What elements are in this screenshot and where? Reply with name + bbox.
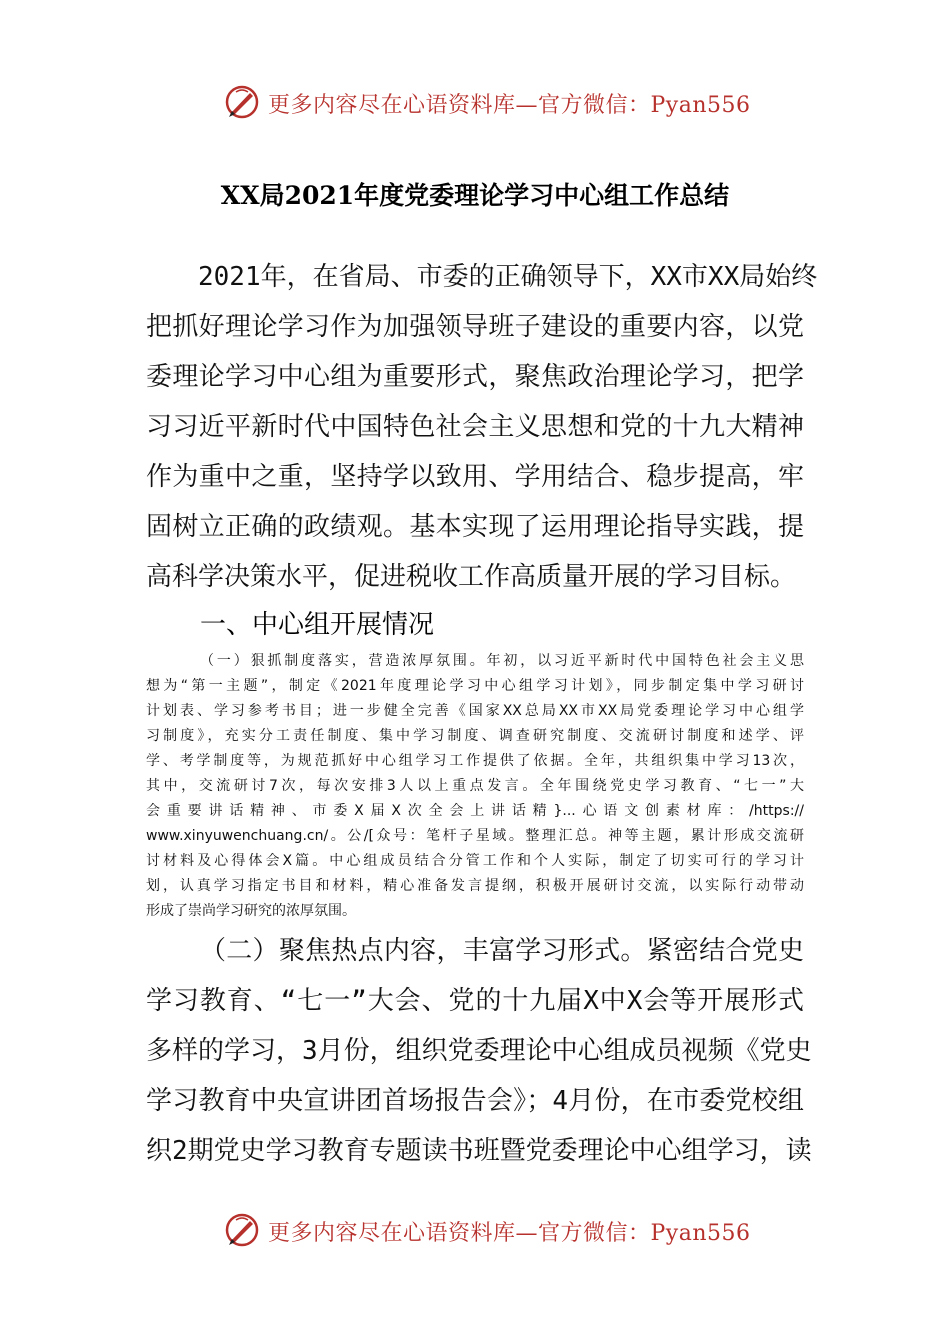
section1-line: 其中，交流研讨7次，每次安排3人以上重点发言。全年围绕党史学习教育、“七一”大 [146,778,804,794]
section1-line: 形成了崇尚学习研究的浓厚氛围。 [146,903,356,919]
intro-line: 高科学决策水平，促进税收工作高质量开展的学习目标。 [146,562,797,592]
intro-line: 委理论学习中心组为重要形式，聚焦政治理论学习，把学 [146,362,804,392]
header-banner [0,80,950,124]
intro-line: 作为重中之重，坚持学以致用、学用结合、稳步提高，牢 [146,462,804,492]
section2-line: 多样的学习，3月份，组织党委理论中心组成员视频《党史 [146,1036,812,1066]
intro-line: 习习近平新时代中国特色社会主义思想和党的十九大精神 [146,412,804,442]
page-title: XX局2021年度党委理论学习中心组工作总结 [220,181,730,210]
banner-text: 更多内容尽在心语资料库—官方微信：Pyan556 [268,93,751,118]
section1-line: 划，认真学习指定书目和材料，精心准备发言提纲，积极开展研讨交流，以实际行动带动 [146,878,804,894]
pen-logo-icon [224,84,260,120]
section1-line: 讨材料及心得体会X篇。中心组成员结合分管工作和个人实际，制定了切实可行的学习计 [146,853,804,869]
section-heading: 一、中心组开展情况 [200,610,435,640]
intro-line: 2021年，在省局、市委的正确领导下，XX市XX局始终 [198,262,818,292]
footer-banner [0,1208,950,1252]
section1-line: 计划表、学习参考书目；进一步健全完善《国家XX总局XX市XX局党委理论学习中心组学 [146,703,804,719]
section1-line: 想为“第一主题”，制定《2021年度理论学习中心组学习计划》，同步制定集中学习研讨 [146,678,804,694]
section2-line: 织2期党史学习教育专题读书班暨党委理论中心组学习，读 [146,1136,812,1166]
banner-text: 更多内容尽在心语资料库—官方微信：Pyan556 [268,1221,751,1246]
section1-line: 学、考学制度等，为规范抓好中心组学习工作提供了依据。全年，共组织集中学习13次， [146,753,804,769]
intro-line: 把抓好理论学习作为加强领导班子建设的重要内容，以党 [146,312,804,342]
section1-line: 会重要讲话精神、市委X届X次全会上讲话精}...心语文创素材库：/https:// [146,803,804,819]
section2-line: （二）聚焦热点内容，丰富学习形式。紧密结合党史 [200,936,804,966]
section1-line: （一）狠抓制度落实，营造浓厚氛围。年初，以习近平新时代中国特色社会主义思 [200,653,804,669]
section2-line: 学习教育、“七一”大会、党的十九届X中X会等开展形式 [146,986,804,1016]
intro-line: 固树立正确的政绩观。基本实现了运用理论指导实践，提 [146,512,804,542]
section1-line: www.xinyuwenchuang.cn/。公/[众号：笔杆子星域。整理汇总。神等主题，累计形成交流研 [146,828,804,844]
section1-line: 习制度》，充实分工责任制度、集中学习制度、调查研究制度、交流研讨制度和述学、评 [146,728,804,744]
section2-line: 学习教育中央宣讲团首场报告会》；4月份，在市委党校组 [146,1086,804,1116]
pen-logo-icon [224,1212,260,1248]
